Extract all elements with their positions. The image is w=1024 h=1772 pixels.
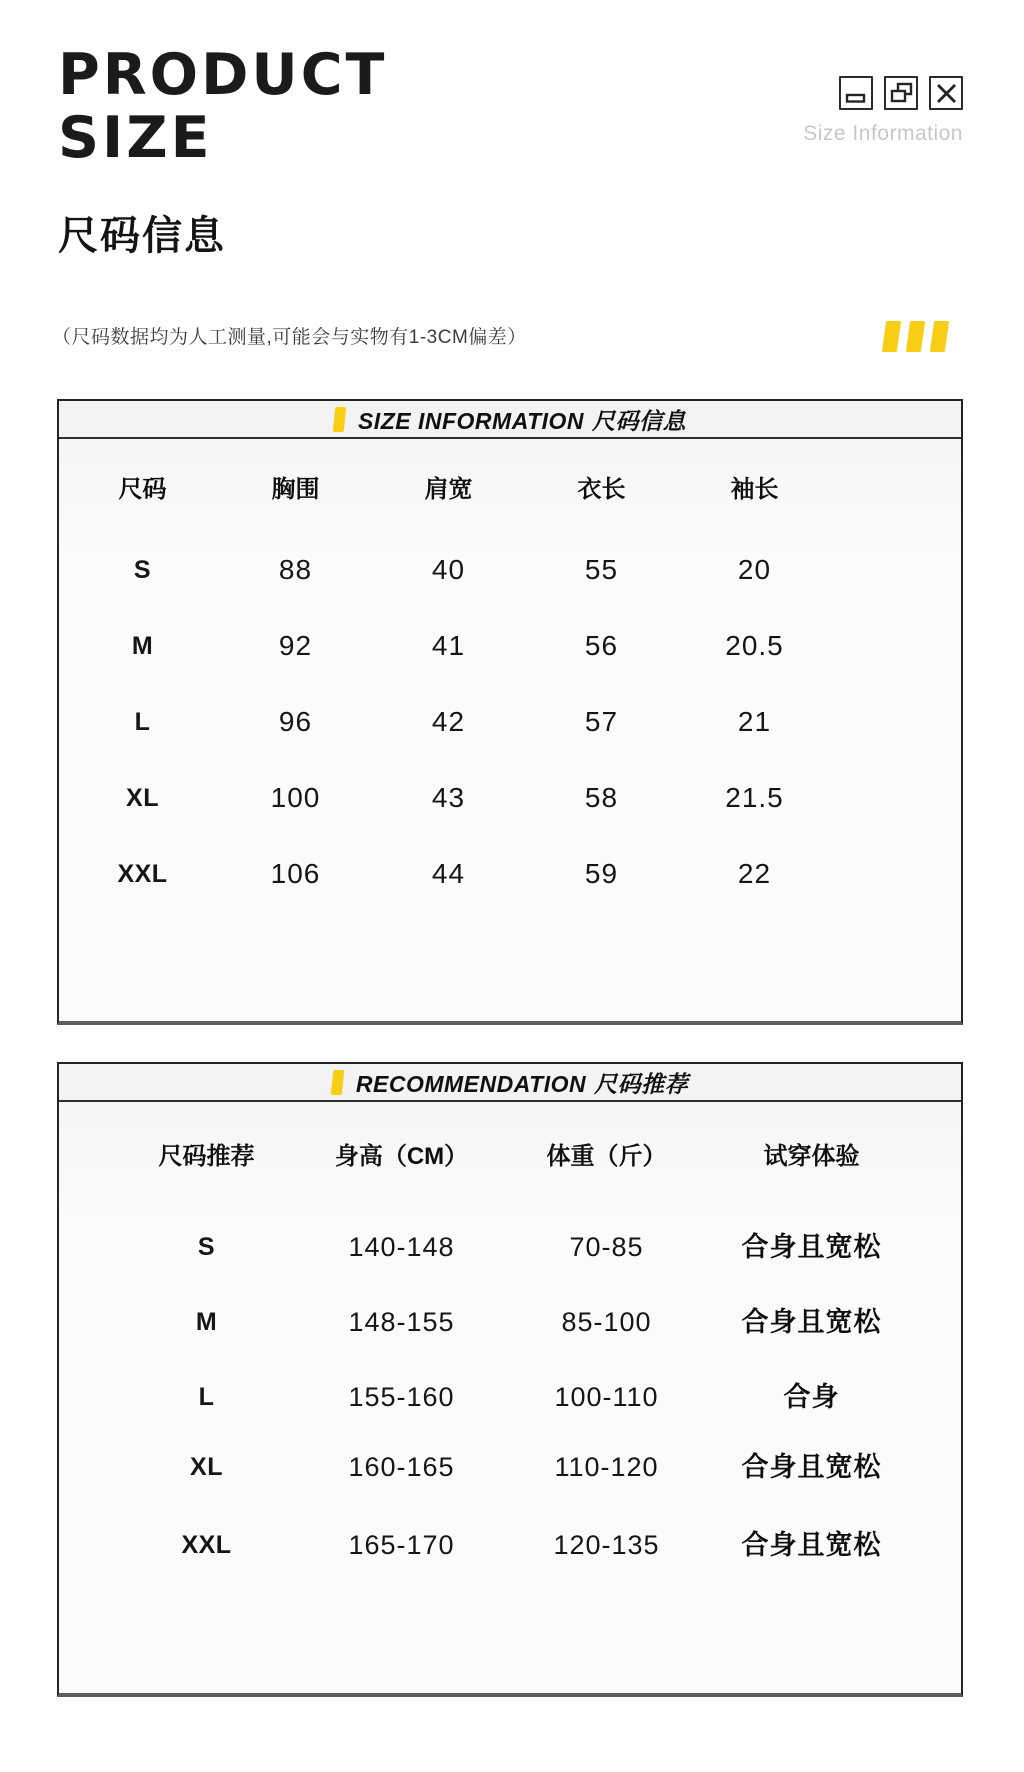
measurement-note: （尺码数据均为人工测量,可能会与实物有1-3CM偏差） [52, 327, 527, 348]
weight-range: 70-85 [569, 1232, 644, 1262]
column-header: 尺码推荐 [158, 1143, 255, 1170]
shoulder-value: 42 [431, 706, 466, 737]
length-value: 57 [584, 706, 619, 737]
page-title-line2: SIZE [58, 105, 213, 171]
close-icon [932, 79, 961, 108]
size-information-title [358, 403, 686, 436]
sleeve-value: 21 [737, 706, 772, 737]
chest-value: 106 [270, 858, 321, 889]
chest-value: 92 [278, 630, 313, 661]
length-value: 56 [584, 630, 619, 661]
size-information-panel [57, 399, 963, 1025]
recommendation-title-cn: 尺码推荐 [594, 1070, 689, 1097]
size-label: S [197, 1233, 216, 1261]
shoulder-value: 40 [431, 554, 466, 585]
subtitle-chinese: 尺码信息 [58, 214, 226, 258]
size-label: XL [190, 1453, 223, 1481]
restore-icon [887, 79, 916, 108]
chest-value: 100 [270, 782, 321, 813]
column-header: 试穿体验 [763, 1143, 860, 1170]
height-range: 160-165 [348, 1452, 455, 1482]
recommend-table-row-s [119, 1227, 919, 1267]
page-title-line1: PRODUCT [58, 42, 388, 108]
yellow-bar-icon [930, 321, 949, 352]
chest-value: 96 [278, 706, 313, 737]
shoulder-value: 43 [431, 782, 466, 813]
length-value: 55 [584, 554, 619, 585]
recommendation-title-en: RECOMMENDATION [355, 1070, 587, 1097]
page-title [58, 44, 387, 170]
sleeve-value: 20.5 [725, 630, 784, 661]
recommendation-panel [57, 1062, 963, 1697]
yellow-accent-bar-icon [333, 407, 347, 432]
chest-value: 88 [278, 554, 313, 585]
weight-range: 100-110 [554, 1382, 659, 1412]
column-header: 尺码 [118, 476, 167, 503]
size-information-title-cn: 尺码信息 [592, 407, 687, 434]
recommend-table-row-xl [119, 1447, 919, 1487]
subtitle-english: Size Information [803, 122, 963, 145]
fit-experience: 合身且宽松 [741, 1307, 882, 1337]
size-information-header [59, 401, 961, 439]
recommend-table-header-row [119, 1137, 919, 1177]
size-label: M [195, 1308, 218, 1336]
column-header: 身高（CM） [334, 1143, 469, 1170]
sleeve-value: 22 [737, 858, 772, 889]
size-table-row-xxl [66, 854, 831, 894]
length-value: 58 [584, 782, 619, 813]
height-range: 148-155 [348, 1307, 455, 1337]
size-label: XXL [117, 860, 168, 888]
size-table-row-xl [66, 778, 831, 818]
weight-range: 110-120 [554, 1452, 659, 1482]
size-table-row-l [66, 702, 831, 742]
fit-experience: 合身且宽松 [741, 1452, 882, 1482]
minimize-button[interactable] [839, 76, 873, 110]
size-table-header-row [66, 470, 831, 510]
length-value: 59 [584, 858, 619, 889]
sleeve-value: 21.5 [725, 782, 784, 813]
recommend-table-row-m [119, 1302, 919, 1342]
recommendation-header [59, 1064, 961, 1102]
yellow-bar-icon [882, 321, 901, 352]
weight-range: 120-135 [553, 1530, 660, 1560]
shoulder-value: 41 [431, 630, 466, 661]
column-header: 胸围 [271, 476, 320, 503]
yellow-bar-icon [906, 321, 925, 352]
recommend-table-row-l [119, 1377, 919, 1417]
yellow-accent-bar-icon [331, 1070, 345, 1095]
height-range: 165-170 [348, 1530, 455, 1560]
recommendation-title [356, 1066, 688, 1099]
weight-range: 85-100 [561, 1307, 652, 1337]
size-information-title-en: SIZE INFORMATION [357, 407, 585, 434]
size-label: L [134, 708, 151, 736]
size-label: XXL [181, 1531, 232, 1559]
restore-button[interactable] [884, 76, 918, 110]
size-label: L [198, 1383, 215, 1411]
column-header: 袖长 [730, 476, 779, 503]
height-range: 155-160 [348, 1382, 455, 1412]
fit-experience: 合身且宽松 [741, 1232, 882, 1262]
size-table-row-s [66, 550, 831, 590]
size-label: XL [126, 784, 159, 812]
sleeve-value: 20 [737, 554, 772, 585]
fit-experience: 合身 [783, 1382, 840, 1412]
column-header: 肩宽 [424, 476, 473, 503]
yellow-decoration-bars [884, 321, 947, 352]
shoulder-value: 44 [431, 858, 466, 889]
window-controls [839, 76, 963, 110]
size-table-row-m [66, 626, 831, 666]
size-label: S [133, 556, 152, 584]
column-header: 体重（斤） [546, 1143, 667, 1170]
minimize-icon [842, 79, 871, 108]
fit-experience: 合身且宽松 [741, 1530, 882, 1560]
column-header: 衣长 [577, 476, 626, 503]
close-button[interactable] [929, 76, 963, 110]
height-range: 140-148 [348, 1232, 455, 1262]
recommend-table-row-xxl [119, 1525, 919, 1565]
size-label: M [131, 632, 154, 660]
